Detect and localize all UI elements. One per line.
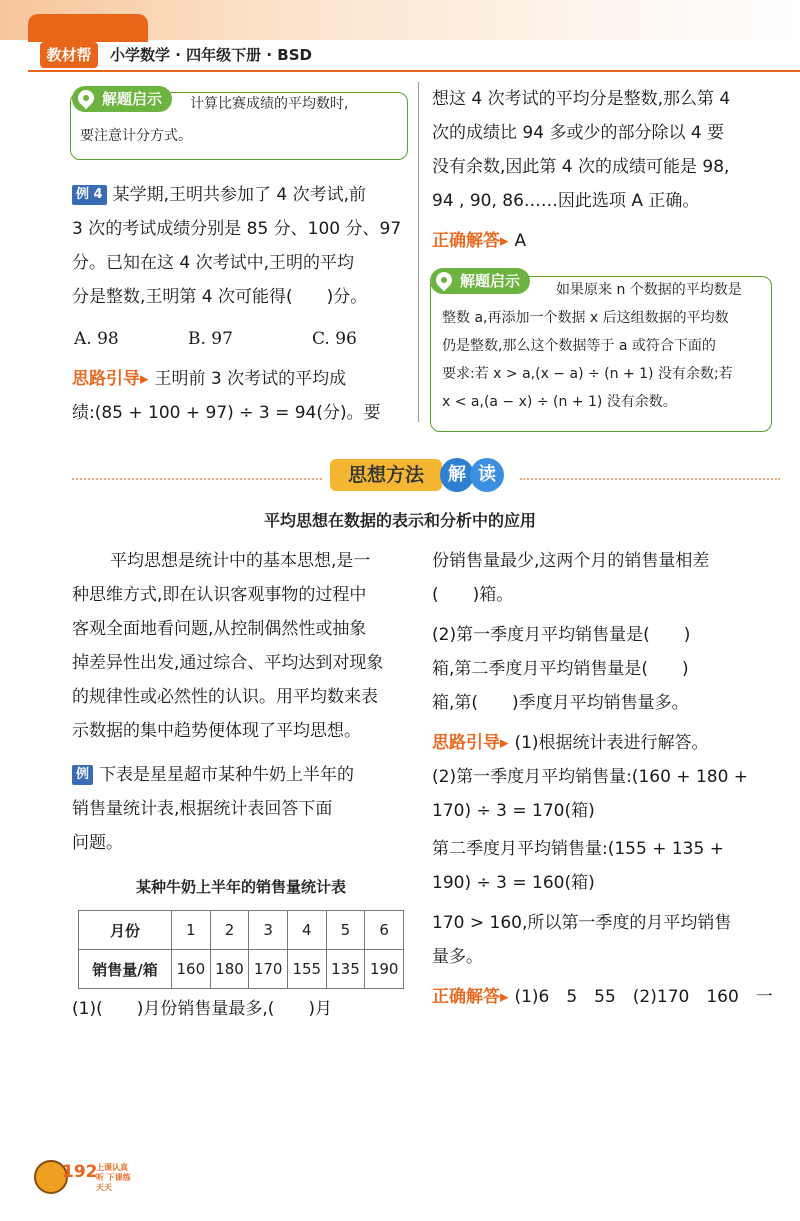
example-badge: 例 [72, 765, 93, 785]
example-badge: 例 4 [72, 185, 107, 205]
table-header-sales: 销售量/箱 [79, 950, 172, 989]
calc-line2: 170) ÷ 3 = 170(箱) [432, 801, 595, 821]
section-dash-right [520, 478, 780, 480]
header-divider [28, 70, 800, 72]
example4-line4: 分是整数,王明第 4 次可能得( )分。 [72, 287, 368, 307]
example-line2: 销售量统计表,根据统计表回答下面 [72, 799, 333, 819]
intro-line3: 客观全面地看问题,从控制偶然性或抽象 [72, 619, 367, 639]
right-bottom-line3: (2)第一季度月平均销售量是( ) [432, 625, 691, 645]
option-c: C. 96 [312, 329, 357, 349]
location-pin-icon [433, 269, 456, 292]
hint-tag-2 [430, 268, 530, 294]
guide-line2: 绩:(85 + 100 + 97) ÷ 3 = 94(分)。要 [72, 403, 381, 423]
answer-label: 正确解答 [432, 987, 500, 1007]
section-title [330, 455, 510, 495]
table-cell: 135 [326, 950, 365, 989]
right-top-line3: 没有余数,因此第 4 次的成绩可能是 98, [432, 157, 730, 177]
example4-line2: 3 次的考试成绩分别是 85 分、100 分、97 [72, 219, 402, 239]
right-top-line4: 94 , 90, 86……因此选项 A 正确。 [432, 191, 700, 211]
section-circle-2: 读 [470, 458, 504, 492]
calc-line5: 170 > 160,所以第一季度的月平均销售 [432, 913, 732, 933]
hint-tag-label: 解题启示 [460, 272, 521, 290]
example4-line1: 例 4 某学期,王明共参加了 4 次考试,前 [72, 180, 366, 210]
hint-tag-label: 解题启示 [102, 90, 163, 108]
hint1-line2: 要注意计分方式。 [80, 128, 192, 144]
guide-label: 思路引导 [72, 369, 140, 389]
table-row [79, 950, 404, 989]
table-row [79, 911, 404, 950]
option-b: B. 97 [188, 329, 233, 349]
table-cell: 4 [287, 911, 326, 950]
chevron-right-icon: ▸ [500, 733, 515, 753]
hint2-line1: 如果原来 n 个数据的平均数是 [556, 282, 742, 298]
hint2-line5: x < a,(a − x) ÷ (n + 1) 没有余数。 [442, 394, 677, 410]
intro-line6: 示数据的集中趋势便体现了平均思想。 [72, 721, 361, 741]
intro-line5: 的规律性或必然性的认识。用平均数来表 [72, 687, 378, 707]
section-circle-1: 解 [440, 458, 474, 492]
table-header-month: 月份 [79, 911, 172, 950]
hint2-line3: 仍是整数,那么这个数据等于 a 或符合下面的 [442, 338, 716, 354]
question1: (1)( )月份销售量最多,( )月 [72, 999, 333, 1019]
calc-line6: 量多。 [432, 947, 483, 967]
book-title: 小学数学 · 四年级下册 · BSD [110, 46, 312, 64]
table-title: 某种牛奶上半年的销售量统计表 [135, 878, 346, 896]
option-a: A. 98 [74, 329, 119, 349]
example4-line3: 分。已知在这 4 次考试中,王明的平均 [72, 253, 355, 273]
right-top-line1: 想这 4 次考试的平均分是整数,那么第 4 [432, 89, 731, 109]
header-tab [28, 14, 148, 42]
location-pin-icon [75, 87, 98, 110]
column-divider [418, 82, 419, 422]
example-line1: 例 下表是星星超市某种牛奶上半年的 [72, 760, 354, 790]
table-cell: 3 [249, 911, 288, 950]
table-cell: 170 [249, 950, 288, 989]
table-cell: 1 [172, 911, 211, 950]
page-number: 192 [62, 1162, 98, 1182]
hint1-line1: 计算比赛成绩的平均数时, [190, 96, 349, 112]
example-line3: 问题。 [72, 833, 123, 853]
intro-line2: 种思维方式,即在认识客观事物的过程中 [72, 585, 367, 605]
chevron-right-icon: ▸ [500, 987, 515, 1007]
calc-line3: 第二季度月平均销售量:(155 + 135 + [432, 839, 724, 859]
calc-line4: 190) ÷ 3 = 160(箱) [432, 873, 595, 893]
table-cell: 160 [172, 950, 211, 989]
answer-value: (1)6 5 55 (2)170 160 一 [514, 987, 773, 1007]
intro-line4: 掉差异性出发,通过综合、平均达到对现象 [72, 653, 384, 673]
table-cell: 2 [210, 911, 249, 950]
right-bottom-line1: 份销售量最少,这两个月的销售量相差 [432, 551, 710, 571]
section-dash-left [72, 478, 322, 480]
hint2-line2: 整数 a,再添加一个数据 x 后这组数据的平均数 [442, 310, 729, 326]
sales-table [78, 910, 404, 989]
chevron-right-icon: ▸ [140, 369, 155, 389]
guide2-line: 思路引导▸ (1)根据统计表进行解答。 [432, 733, 709, 753]
guide-line1: 思路引导▸ 王明前 3 次考试的平均成 [72, 369, 347, 389]
answer-value: A [514, 231, 527, 251]
hint2-line4: 要求:若 x > a,(x − a) ÷ (n + 1) 没有余数;若 [442, 366, 733, 382]
answer-label: 正确解答 [432, 231, 500, 251]
table-cell: 5 [326, 911, 365, 950]
chevron-right-icon: ▸ [500, 231, 515, 251]
section-subtitle: 平均思想在数据的表示和分析中的应用 [263, 511, 536, 530]
intro-line1: 平均思想是统计中的基本思想,是一 [110, 551, 371, 571]
footer-slogan: 上课认真听 下课练天天 [96, 1163, 131, 1192]
answer-line [432, 226, 526, 256]
table-cell: 155 [287, 950, 326, 989]
table-cell: 6 [365, 911, 404, 950]
right-bottom-line2: ( )箱。 [432, 585, 514, 605]
calc-line1: (2)第一季度月平均销售量:(160 + 180 + [432, 767, 749, 787]
section-title-box: 思想方法 [330, 459, 442, 491]
table-cell: 190 [365, 950, 404, 989]
answer2-line [432, 982, 773, 1012]
right-top-line2: 次的成绩比 94 多或少的部分除以 4 要 [432, 123, 725, 143]
brand-logo: 教材帮 [40, 42, 98, 68]
table-cell: 180 [210, 950, 249, 989]
guide-label: 思路引导 [432, 733, 500, 753]
right-bottom-line4: 箱,第二季度月平均销售量是( ) [432, 659, 689, 679]
right-bottom-line5: 箱,第( )季度月平均销售量多。 [432, 693, 689, 713]
hint-tag-1 [72, 86, 172, 112]
